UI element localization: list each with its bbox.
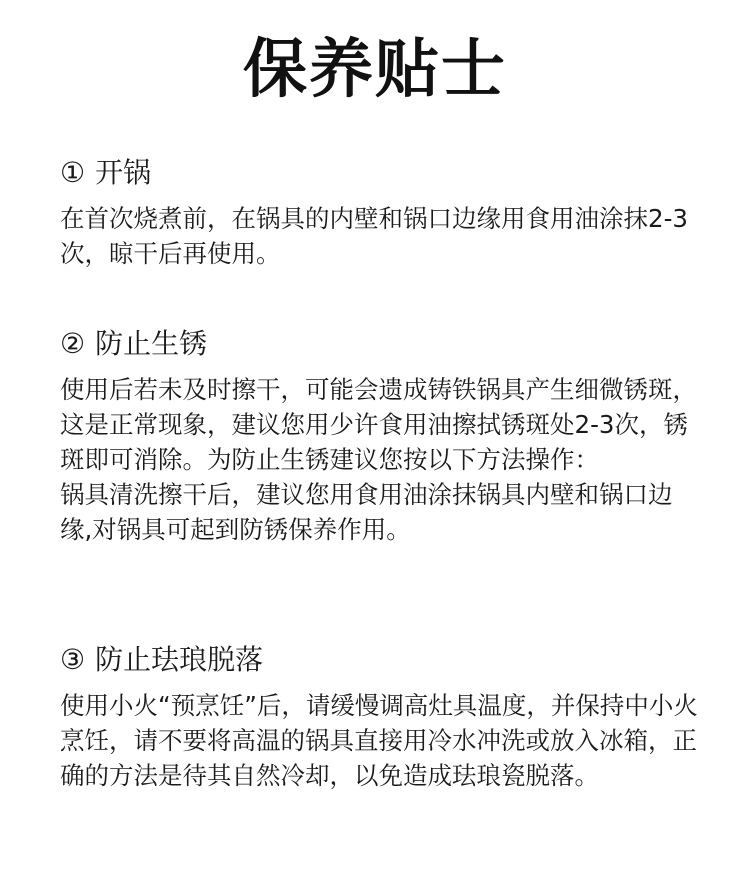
section-body — [60, 688, 700, 793]
section-heading-text: 防止珐琅脱落 — [95, 643, 264, 676]
circled-number-one: ① — [60, 156, 86, 189]
section-heading-text: 开锅 — [95, 156, 152, 189]
paragraph: 锅具清洗擦干后，建议您用食用油涂抹锅具内壁和锅口边缘,对锅具可起到防锈保养作用。 — [60, 480, 673, 544]
section-body — [60, 372, 700, 547]
paragraph: 在首次烧煮前，在锅具的内壁和锅口边缘用食用油涂抹2-3次，晾干后再使用。 — [60, 204, 689, 268]
section-heading — [60, 642, 700, 678]
paragraph: 使用小火“预烹饪”后，请缓慢调高灶具温度，并保持中小火烹饪，请不要将高温的锅具直接用冷水冲洗或放入冰箱，正确的方法是待其自然冷却，以免造成珐琅瓷脱落。 — [60, 691, 698, 790]
section-body — [60, 201, 700, 271]
circled-number-three: ③ — [60, 643, 86, 676]
section-heading-text: 防止生锈 — [95, 327, 208, 360]
circled-number-two: ② — [60, 327, 86, 360]
page-title: 保养贴士 — [243, 33, 507, 107]
section-heading — [60, 326, 700, 362]
section-heading — [60, 155, 700, 191]
section-enamel-protection — [60, 642, 700, 793]
paragraph: 使用后若未及时擦干，可能会遗成铸铁锅具产生细微锈斑，这是正常现象，建议您用少许食用油擦拭锈斑处2-3次，锈斑即可消除。为防止生锈建议您按以下方法操作： — [60, 375, 697, 474]
section-rust-prevention — [60, 326, 700, 547]
section-seasoning — [60, 155, 700, 271]
